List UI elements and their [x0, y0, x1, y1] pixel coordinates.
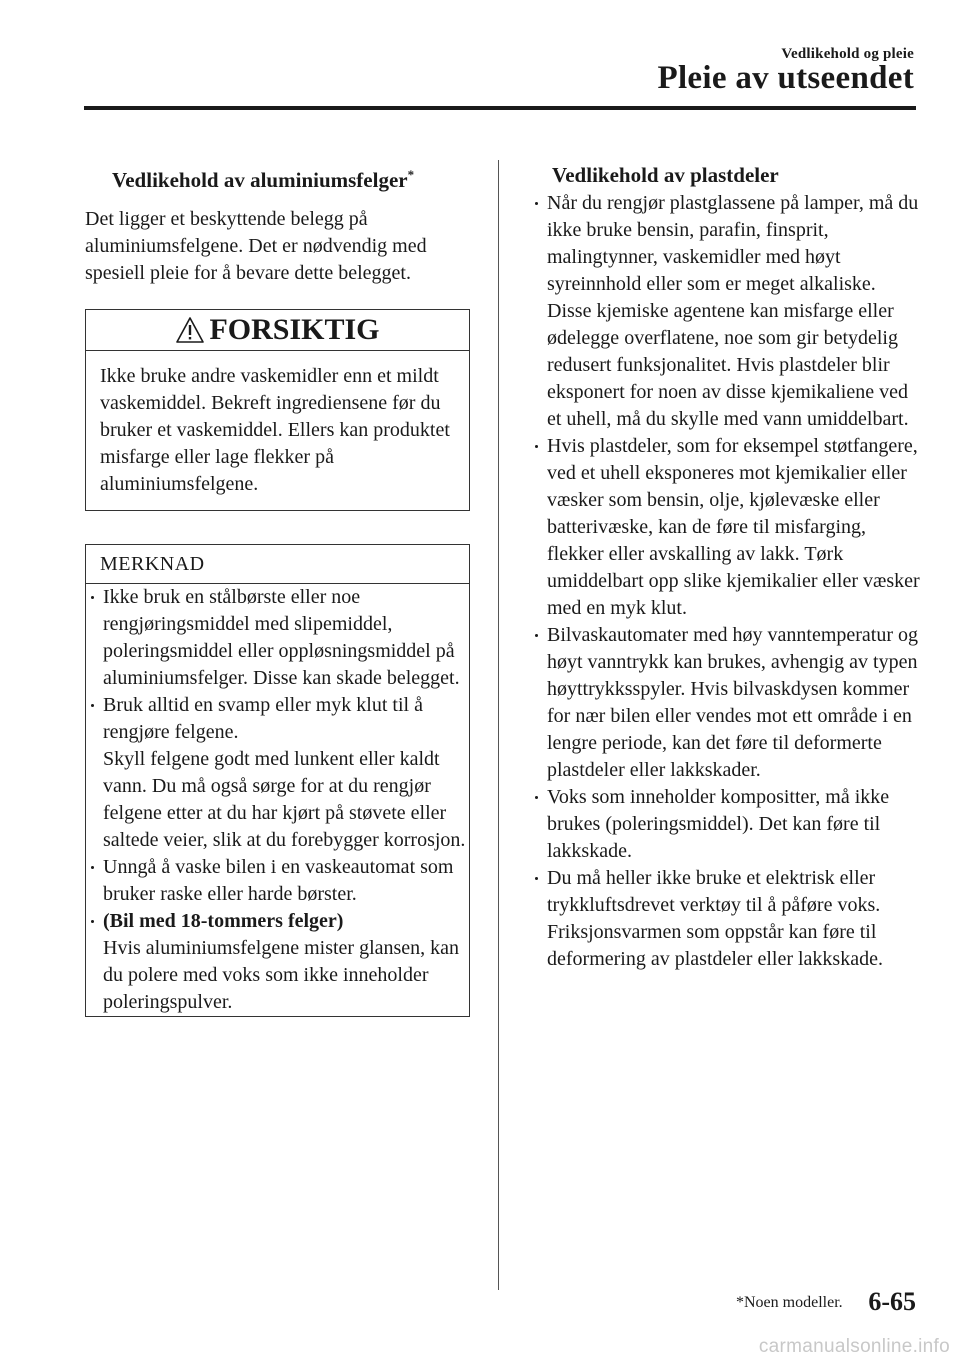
- footnote-mark: *: [407, 167, 415, 182]
- header-section-label: Vedlikehold og pleie: [781, 46, 914, 62]
- warning-triangle-icon: [175, 316, 205, 344]
- aluminium-heading-text: Vedlikehold av aluminiumsfelger: [112, 168, 408, 192]
- note-item-text: Unngå å vaske bilen i en vaskeautomat som bruker raske eller harde børster.: [103, 856, 454, 905]
- bullet-dot-icon: [535, 796, 538, 799]
- left-column: [85, 160, 470, 1017]
- bullet-dot-icon: [91, 866, 94, 869]
- page-number: 6-65: [868, 1287, 916, 1316]
- right-column: [530, 160, 920, 973]
- note-item: [86, 908, 469, 1016]
- note-title: MERKNAD: [86, 545, 469, 584]
- header-rule: [84, 106, 916, 110]
- bullet-dot-icon: [535, 202, 538, 205]
- bullet-dot-icon: [91, 596, 94, 599]
- bullet-dot-icon: [535, 877, 538, 880]
- bullet-dot-icon: [91, 920, 94, 923]
- footnote: *Noen modeller.: [736, 1294, 843, 1311]
- bullet-dot-icon: [91, 704, 94, 707]
- column-divider: [498, 160, 499, 1290]
- bullet-dot-icon: [535, 634, 538, 637]
- note-box: [85, 544, 470, 1017]
- watermark: carmanualsonline.info: [758, 1336, 950, 1357]
- plastic-item-text: Du må heller ikke bruke et elektrisk eller trykkluftsdrevet verktøy til å påføre voks. Friksjonsvarmen som oppstår kan føre til deformering av plastdeler eller lakkskade.: [547, 867, 883, 970]
- plastic-item: [530, 190, 920, 433]
- note-item-continuation: Hvis aluminiumsfelgene mister glansen, kan du polere med voks som ikke inneholder poleringspulver.: [103, 937, 460, 1013]
- caution-box: [85, 309, 470, 511]
- note-item-condition: (Bil med 18-tommers felger): [103, 910, 344, 932]
- aluminium-section-heading: [85, 160, 470, 195]
- bullet-dot-icon: [535, 445, 538, 448]
- note-list: [86, 584, 469, 1016]
- note-item: [86, 584, 469, 692]
- note-item: [86, 854, 469, 908]
- plastic-item-text: Voks som inneholder kompositter, må ikke brukes (poleringsmiddel). Det kan føre til lakkskade.: [547, 786, 890, 862]
- plastic-section-heading: Vedlikehold av plastdeler: [552, 163, 779, 187]
- note-item: [86, 692, 469, 854]
- plastic-item: [530, 865, 920, 973]
- plastic-item: [530, 622, 920, 784]
- plastic-item: [530, 784, 920, 865]
- caution-text: Ikke bruke andre vaskemidler enn et mildt vaskemiddel. Bekreft ingrediensene før du bruker et vaskemiddel. Ellers kan produktet misfarge eller lage flekker på aluminiumsfelgene.: [100, 365, 450, 495]
- plastic-item: [530, 433, 920, 622]
- caution-title: FORSIKTIG: [209, 313, 380, 346]
- note-item-text: Ikke bruk en stålbørste eller noe rengjøringsmiddel med slipemiddel, poleringsmiddel eller oppløsningsmiddel på aluminiumsfelger. Disse kan skade belegget.: [103, 586, 460, 689]
- plastic-item-text: Hvis plastdeler, som for eksempel støtfangere, ved et uhell eksponeres mot kjemikalier eller væsker som bensin, olje, kjølevæske eller batterivæske, kan de føre til misfarging, flekker eller avskalling av lakk. Tørk umiddelbart opp slike kjemikalier eller væsker med en myk klut.: [547, 435, 920, 619]
- caution-box-header: [86, 310, 469, 351]
- plastic-item-text: Bilvaskautomater med høy vanntemperatur og høyt vanntrykk kan brukes, avhengig av typen høyttrykksspyler. Hvis bilvaskdysen kommer for nær bilen eller vendes mot ett område i en lengre periode, kan det føre til deformerte plastdeler eller lakkskader.: [547, 624, 919, 781]
- page-title: Pleie av utseendet: [657, 60, 914, 96]
- aluminium-intro: Det ligger et beskyttende belegg på aluminiumsfelgene. Det er nødvendig med spesiell pleie for å bevare dette belegget.: [85, 208, 427, 284]
- note-item-continuation: Skyll felgene godt med lunkent eller kaldt vann. Du må også sørge for at du rengjør felgene etter at du har kjørt på støvete eller saltede veier, slik at du forebygger korrosjon.: [103, 748, 466, 851]
- plastic-item-text: Når du rengjør plastglassene på lamper, må du ikke bruke bensin, parafin, finsprit, malingtynner, vaskemidler med høyt syreinnhold eller som er meget alkaliske. Disse kjemiske agentene kan misfarge eller ødelegge overflatene, noe som gir betydelig redusert funksjonalitet. Hvis plastdeler blir eksponert for noen av disse kjemikaliene ved et uhell, må du skylle med vann umiddelbart.: [547, 192, 919, 430]
- plastic-list: [530, 190, 920, 973]
- note-item-text: Bruk alltid en svamp eller myk klut til å rengjøre felgene.: [103, 694, 423, 743]
